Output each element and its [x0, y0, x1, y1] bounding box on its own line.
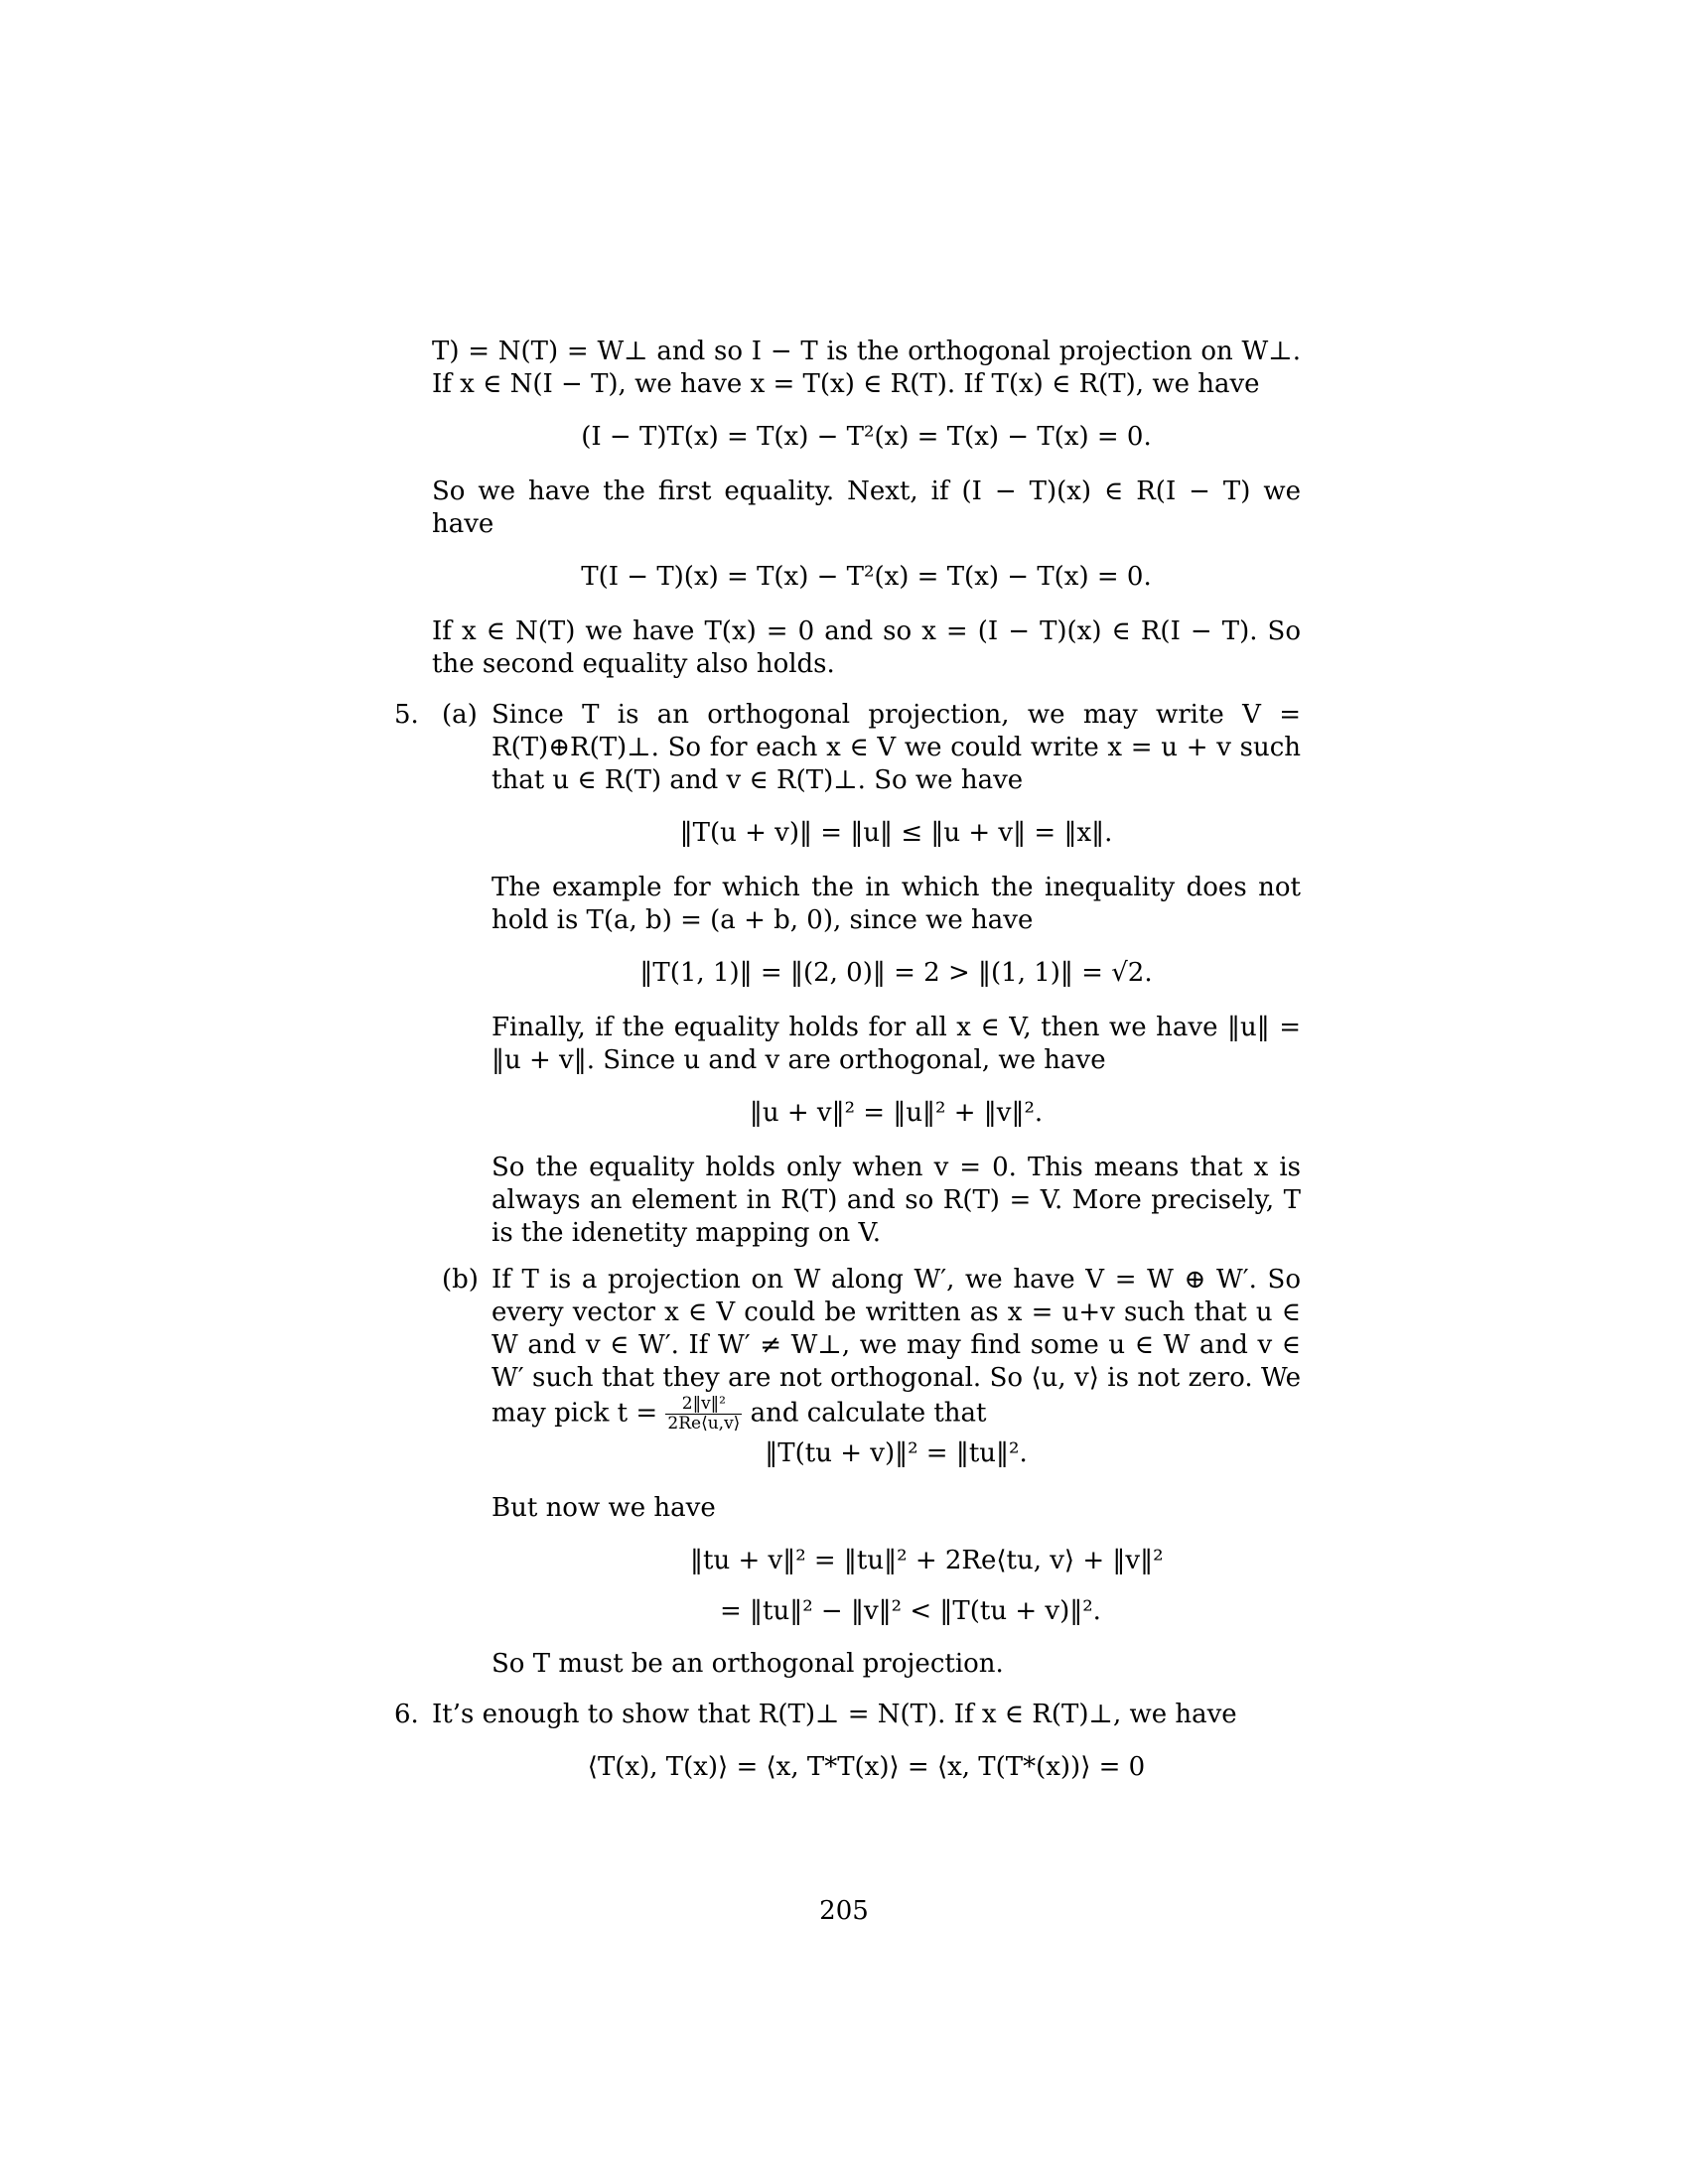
part-b-paragraph-2: But now we have [492, 1493, 716, 1523]
t-fraction-denominator: 2Re⟨u,v⟩ [667, 1414, 741, 1433]
part-a-equation-1: ‖T(u + v)‖ = ‖u‖ ≤ ‖u + v‖ = ‖x‖. [679, 818, 1113, 848]
intro-paragraph-1: T) = N(T) = W⊥ and so I − T is the orthogonal projection on W⊥. If x ∈ N(I − T), we have x = T(x) ∈ R(T). If T(x) ∈ R(T), we have [432, 337, 1301, 399]
aligned-row-1: ‖tu + v‖² = ‖tu‖² + 2Re⟨tu, v⟩ + ‖v‖² [690, 1546, 1164, 1575]
intro-equation-2: T(I − T)(x) = T(x) − T²(x) = T(x) − T(x) = 0. [581, 562, 1152, 592]
problem-5-number: 5. [394, 700, 419, 730]
intro-paragraph-3: If x ∈ N(T) we have T(x) = 0 and so x = (I − T)(x) ∈ R(I − T). So the second equality also holds. [432, 616, 1301, 679]
part-b-label: (b) [442, 1265, 479, 1295]
problem-5 [394, 699, 1301, 1681]
part-b-paragraph-1-start: If T is a projection on W along W′, we have V = W ⊕ W′. So every vector x ∈ V could be written as x = u+v such that u ∈ W and v ∈ W′. If W′ ≠ W⊥, we may find some u ∈ W and v ∈ W′ such that they are not orthogonal. So ⟨u, v⟩ is not zero. We may pick t = [492, 1265, 1301, 1429]
aligned-row-2: = ‖tu‖² − ‖v‖² < ‖T(tu + v)‖². [720, 1596, 1101, 1626]
page-content [394, 336, 1301, 1806]
page-number: 205 [819, 1896, 869, 1926]
part-a-paragraph-3: Finally, if the equality holds for all x ∈ V, then we have ‖u‖ = ‖u + v‖. Since u and v are orthogonal, we have [492, 1013, 1301, 1075]
problem-6-equation-1: ⟨T(x), T(x)⟩ = ⟨x, T*T(x)⟩ = ⟨x, T(T*(x))⟩ = 0 [587, 1752, 1146, 1782]
part-b-paragraph-1-end: and calculate that [750, 1398, 987, 1429]
part-b-aligned-equations [690, 1545, 1301, 1628]
t-fraction-numerator: 2‖v‖² [665, 1395, 742, 1415]
problem-6-number: 6. [394, 1700, 419, 1729]
t-fraction [665, 1395, 742, 1433]
part-a-paragraph-4: So the equality holds only when v = 0. This means that x is always an element in R(T) and so R(T) = V. More precisely, T is the idenetity mapping on V. [492, 1153, 1301, 1248]
intro-paragraph-2: So we have the first equality. Next, if (I − T)(x) ∈ R(I − T) we have [432, 477, 1301, 539]
part-a-paragraph-1: Since T is an orthogonal projection, we may write V = R(T)⊕R(T)⊥. So for each x ∈ V we could write x = u + v such that u ∈ R(T) and v ∈ R(T)⊥. So we have [492, 700, 1301, 795]
problem-5-part-a [442, 699, 1301, 1250]
part-b-paragraph-3: So T must be an orthogonal projection. [492, 1649, 1004, 1679]
problem-6-paragraph-1: It’s enough to show that R(T)⊥ = N(T). If x ∈ R(T)⊥, we have [432, 1700, 1237, 1729]
part-b-paragraph-1 [492, 1264, 1301, 1433]
part-a-equation-2: ‖T(1, 1)‖ = ‖(2, 0)‖ = 2 > ‖(1, 1)‖ = √2. [639, 958, 1153, 988]
part-b-equation-1: ‖T(tu + v)‖² = ‖tu‖². [765, 1438, 1028, 1468]
part-a-paragraph-2: The example for which the in which the inequality does not hold is T(a, b) = (a + b, 0), since we have [492, 873, 1301, 935]
part-a-label: (a) [442, 700, 478, 730]
intro-equation-1: (I − T)T(x) = T(x) − T²(x) = T(x) − T(x) = 0. [581, 422, 1152, 452]
problem-6 [394, 1699, 1301, 1784]
problem-5-part-b [442, 1264, 1301, 1681]
part-a-equation-3: ‖u + v‖² = ‖u‖² + ‖v‖². [749, 1098, 1044, 1128]
